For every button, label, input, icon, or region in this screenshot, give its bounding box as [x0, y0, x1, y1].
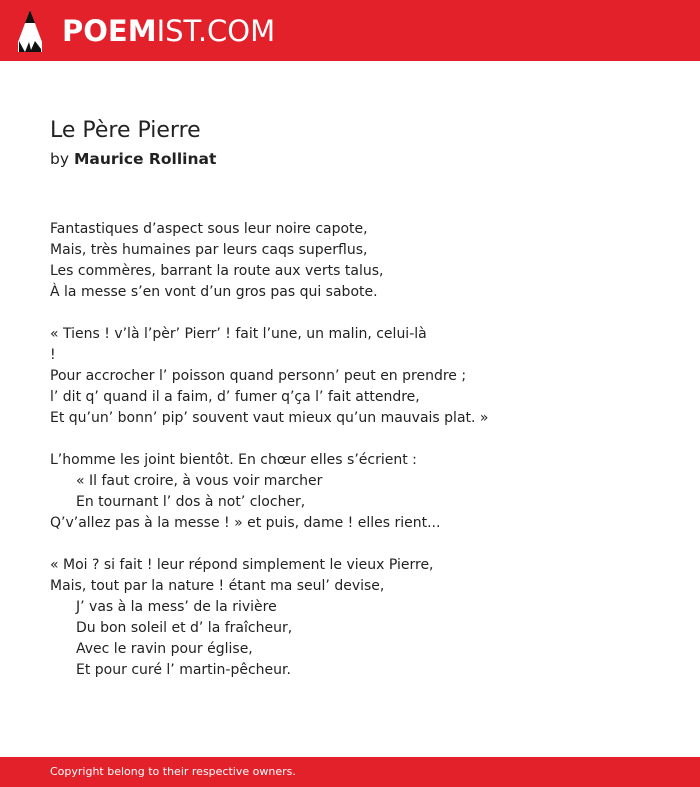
brand-light: IST.COM — [156, 14, 276, 48]
stanza-gap — [50, 303, 670, 324]
poem-line: Pour accrocher l’ poisson quand personn’ peut en prendre ; — [50, 368, 467, 384]
poem-line: Mais, tout par la nature ! étant ma seul’ devise, — [50, 578, 385, 594]
site-header — [0, 0, 700, 61]
brand-bold: POEM — [62, 14, 157, 48]
poem-line: « Moi ? si fait ! leur répond simplement le vieux Pierre, — [50, 557, 434, 573]
poem-line: « Tiens ! v’là l’pèr’ Pierr’ ! fait l’une, un malin, celui-là — [50, 326, 427, 342]
site-logo-text[interactable] — [62, 11, 275, 51]
poem-stanza — [50, 555, 670, 681]
poem-line: Les commères, barrant la route aux verts talus, — [50, 263, 384, 279]
poem-body — [50, 219, 670, 681]
poem-line: l’ dit q’ quand il a faim, d’ fumer q’ça l’ fait attendre, — [50, 389, 420, 405]
pencil-tip-icon[interactable] — [18, 10, 42, 52]
poem-byline — [50, 148, 216, 170]
poem-line: En tournant l’ dos à not’ clocher, — [76, 494, 306, 510]
poem-stanza — [50, 324, 670, 429]
poem-stanza — [50, 219, 670, 303]
poem-stanza — [50, 450, 670, 534]
poem-line: Et pour curé l’ martin-pêcheur. — [76, 662, 291, 678]
poem-line: Mais, très humaines par leurs caqs superflus, — [50, 242, 368, 258]
poem-line: Du bon soleil et d’ la fraîcheur, — [76, 620, 293, 636]
poem-line: J’ vas à la mess’ de la rivière — [76, 599, 277, 615]
poem-line: Et qu’un’ bonn’ pip’ souvent vaut mieux qu’un mauvais plat. » — [50, 410, 489, 426]
stanza-gap — [50, 429, 670, 450]
poem-line: À la messe s’en vont d’un gros pas qui sabote. — [50, 284, 378, 300]
poem-title: Le Père Pierre — [50, 118, 201, 143]
stanza-gap — [50, 534, 670, 555]
poem-line: Avec le ravin pour église, — [76, 641, 253, 657]
poem-line: Fantastiques d’aspect sous leur noire capote, — [50, 221, 368, 237]
copyright-text: Copyright belong to their respective owners. — [50, 765, 296, 778]
poem-line: « Il faut croire, à vous voir marcher — [76, 473, 323, 489]
poem-line: Q’v’allez pas à la messe ! » et puis, dame ! elles rient... — [50, 515, 441, 531]
poem-line: ! — [50, 347, 56, 363]
site-footer — [0, 757, 700, 787]
by-label: by — [50, 150, 70, 168]
poem-line: L’homme les joint bientôt. En chœur elles s’écrient : — [50, 452, 417, 468]
poem-author[interactable]: Maurice Rollinat — [73, 150, 217, 168]
